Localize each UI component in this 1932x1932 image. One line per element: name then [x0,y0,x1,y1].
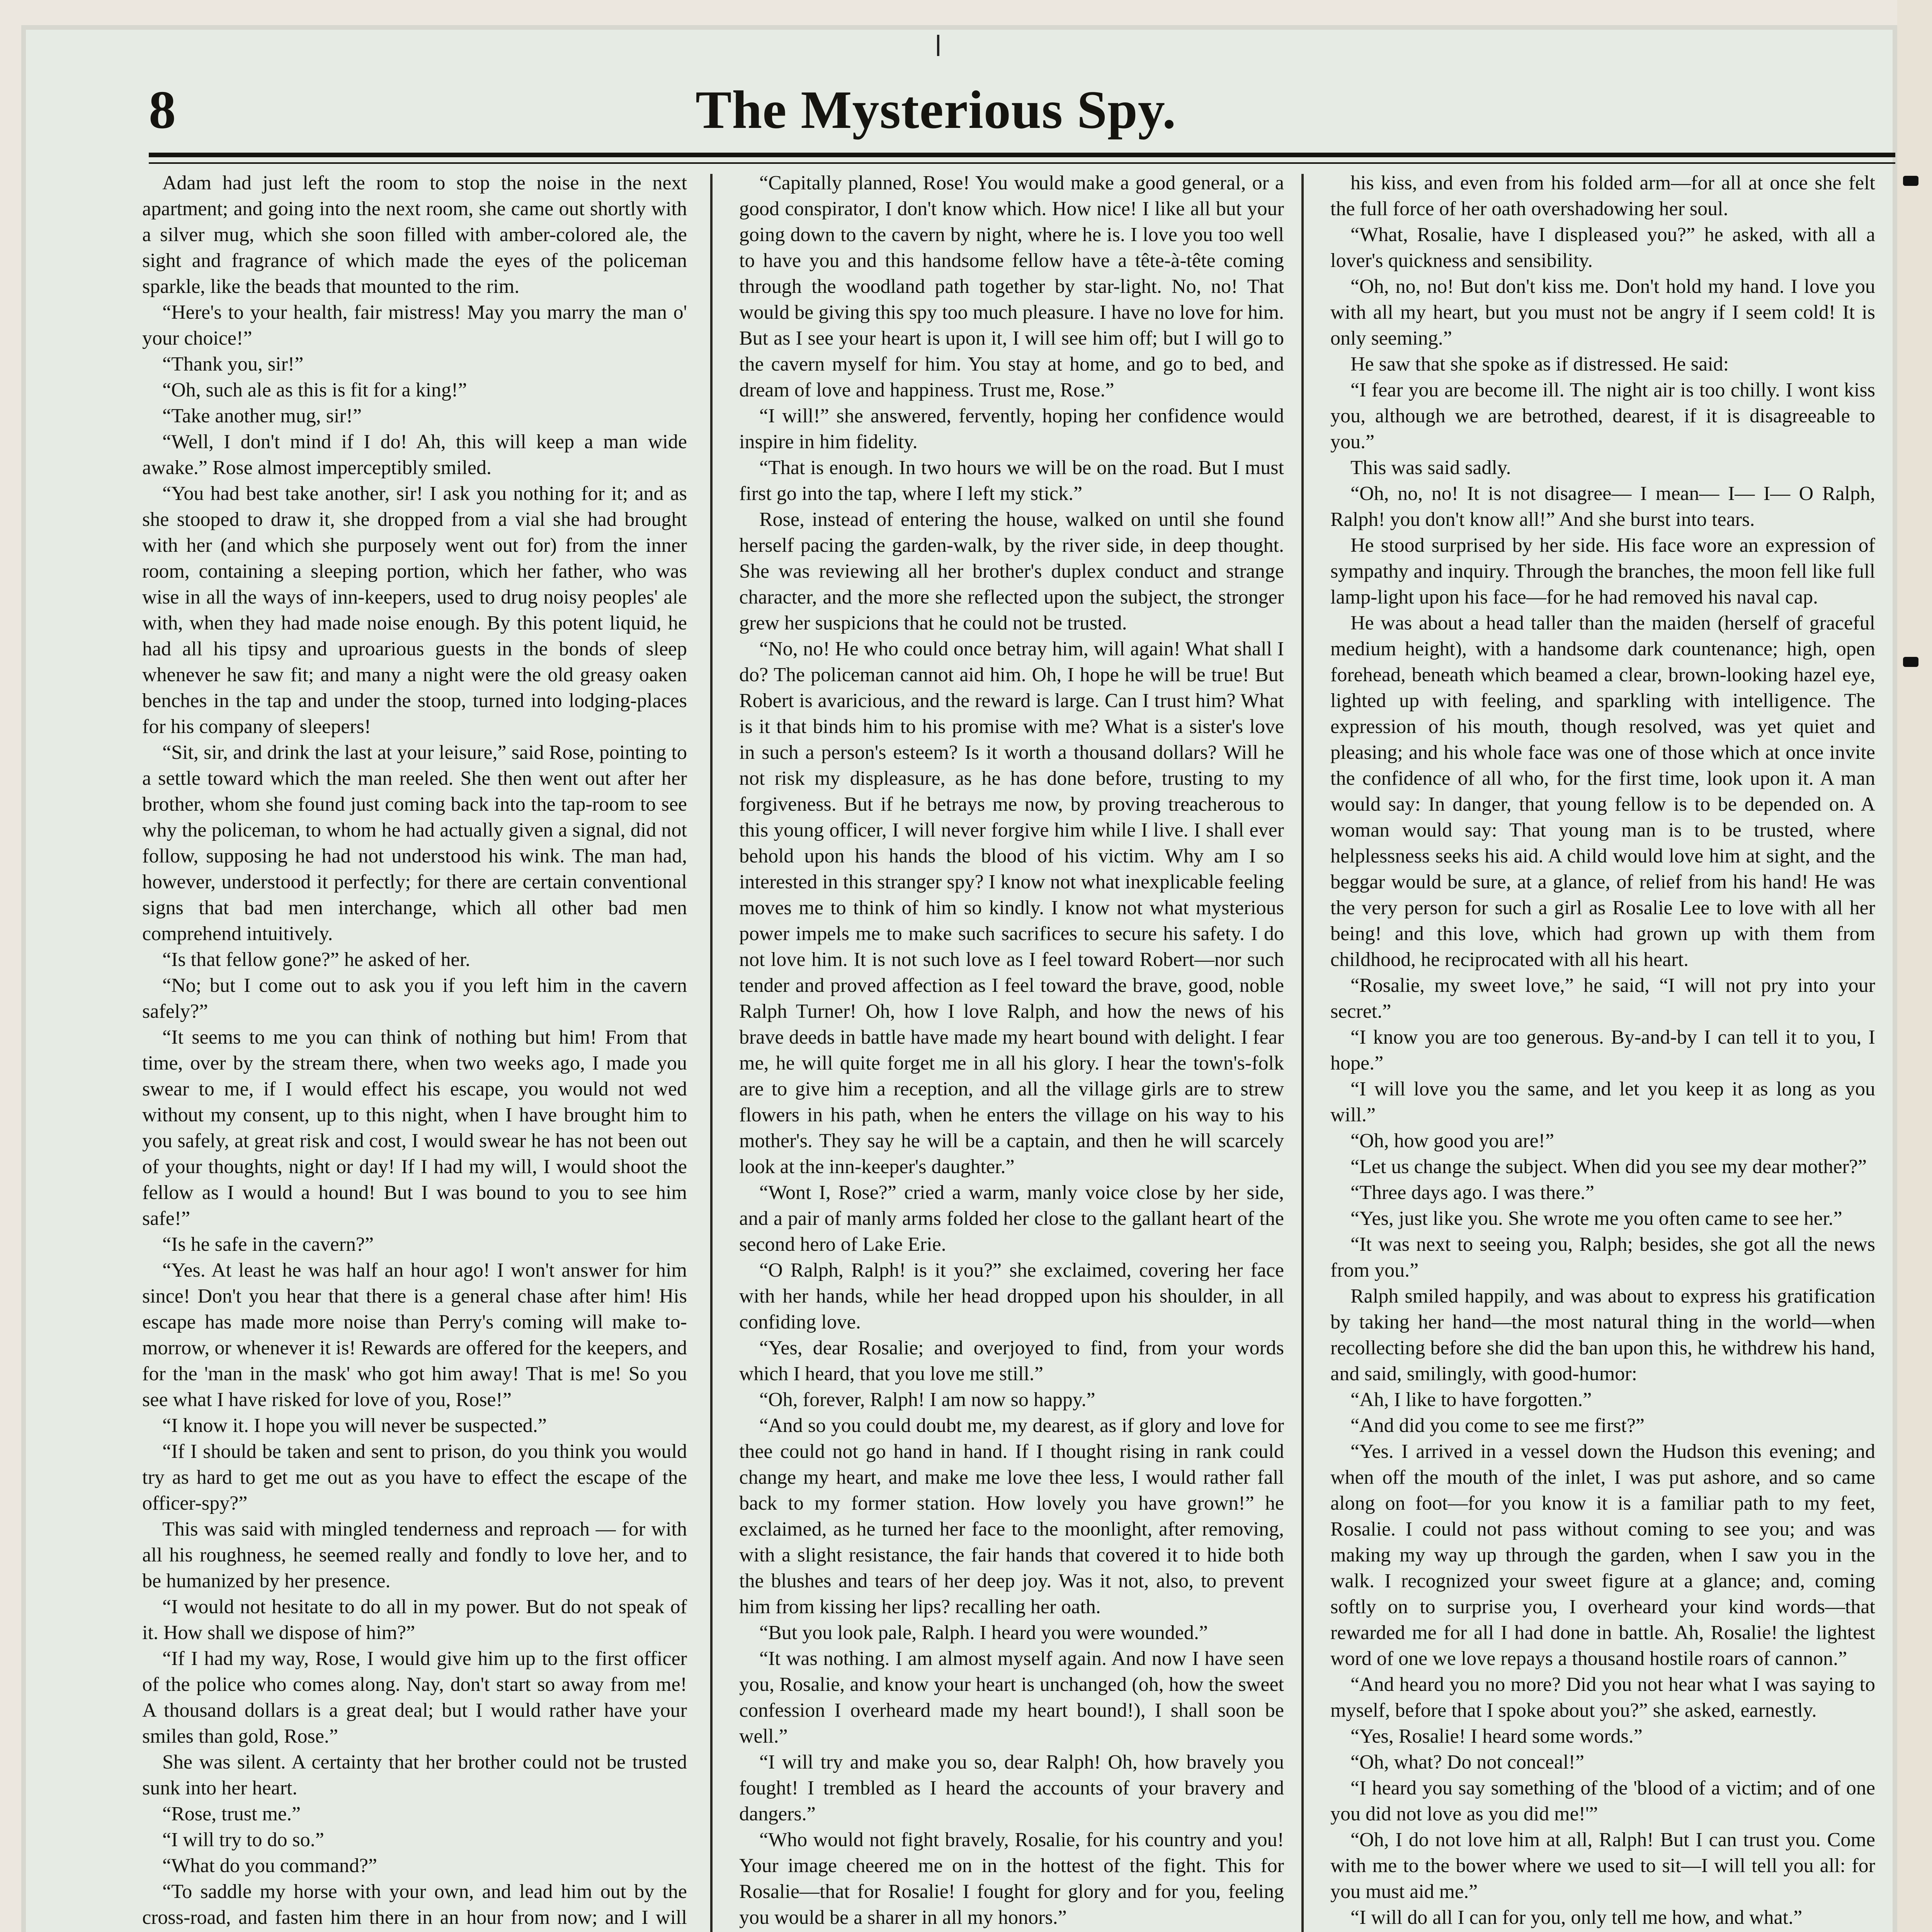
top-tick-mark [937,35,939,56]
paragraph: “Wont I, Rose?” cried a warm, manly voice close by her side, and a pair of manly arms folded her close to the gallant heart of the second hero of Lake Erie. [739,1182,1284,1255]
paragraph: “Let us change the subject. When did you see my dear mother?” [1350,1156,1867,1178]
paragraph: “I will do all I can for you, only tell me how, and what.” [1350,1906,1803,1929]
page-binding-edge [1897,0,1932,1932]
binding-mark [1903,176,1918,186]
paragraph: “I will love you the same, and let you keep it as long as you will.” [1330,1078,1875,1126]
paragraph: “Oh, forever, Ralph! I am now so happy.” [759,1389,1095,1411]
paragraph: “I would not hesitate to do all in my power. But do not speak of it. How shall we dispose of him?” [142,1596,687,1644]
text-column-1 [142,170,687,1932]
paragraph: “Sit, sir, and drink the last at your leisure,” said Rose, pointing to a settle toward which the man reeled. She then went out after her brother, whom she found just coming back into the tap-room to see why the policeman, to whom he had actually given a signal, did not follow, supposing he had not understood his wink. The man had, however, understood it perfectly; for there are certain conventional signs that bad men interchange, which all other bad men comprehend intuitively. [142,742,687,945]
text-column-3 [1330,170,1875,1932]
paragraph: “Rosalie, my sweet love,” he said, “I will not pry into your secret.” [1330,975,1875,1022]
paragraph: “Is he safe in the cavern?” [162,1233,374,1255]
header-rule-thick [149,153,1895,157]
column-divider [1301,174,1304,1932]
running-title: The Mysterious Spy. [696,80,1177,140]
paragraph: “It was nothing. I am almost myself again. And now I have seen you, Rosalie, and know your heart is unchanged (oh, how the sweet confession I overheard made my heart bound!), I shall soon be well.” [739,1648,1284,1747]
paragraph: his kiss, and even from his folded arm—for all at once she felt the full force of her oath overshadowing her soul. [1330,172,1875,220]
paragraph: She was silent. A certainty that her brother could not be trusted sunk into her heart. [142,1751,687,1799]
paragraph: “I heard you say something of the 'blood of a victim; and of one you did not love as you did me!'” [1330,1777,1875,1825]
paragraph: “Oh, how good you are!” [1350,1130,1554,1152]
paragraph [1330,1930,1875,1932]
paragraph: “O Ralph, Ralph! is it you?” she exclaimed, covering her face with her hands, while her head dropped upon his shoulder, in all confiding love. [739,1259,1284,1333]
binding-mark [1903,657,1918,667]
paragraph: “And did you come to see me first?” [1350,1415,1645,1437]
paragraph: “I will try and make you so, dear Ralph! Oh, how bravely you fought! I trembled as I heard the accounts of your bravery and dangers.” [739,1751,1284,1825]
paragraph: “To saddle my horse with your own, and lead him out by the cross-road, and fasten him there in an hour from now; and I will [142,1881,687,1929]
paragraph [739,1930,1284,1932]
paragraph: “But you look pale, Ralph. I heard you were wounded.” [759,1622,1208,1644]
paragraph: He was about a head taller than the maiden (herself of graceful medium height), with a handsome dark countenance; high, open forehead, beneath which beamed a clear, brown-looking hazel eye, lighted up with feeling, and sparkling with intelligence. The expression of his mouth, though resolved, was yet quiet and pleasing; and his whole face was one of those which at once invite the confidence of all who, for the first time, look upon it. A man would say: In danger, that young fellow is to be depended on. A woman would say: That young man is to be trusted, where helplessness seeks his aid. A child would love him at sight, and the beggar would be sure, at a glance, of relief from his hand! He was the very person for such a girl as Rosalie Lee to love with all her being! and this love, which had grown up with them from childhood, he reciprocated with all his heart. [1330,612,1875,971]
paragraph: “Oh, no, no! It is not disagree— I mean— I— I— O Ralph, Ralph! you don't know all!” And she burst into tears. [1330,483,1875,531]
paragraph: “Ah, I like to have forgotten.” [1350,1389,1592,1411]
paragraph: “Capitally planned, Rose! You would make a good general, or a good conspirator, I don't know which. How nice! I like all but your going down to the cavern by night, where he is. I love you too well to have you and this handsome fellow have a tête-à-tête coming through the woodland path together by star-light. No, no! That would be giving this spy too much pleasure. I have no love for him. But as I see your heart is upon it, I will see him off; but I will go to the cavern myself for him. You stay at home, and go to bed, and dream of love and happiness. Trust me, Rose.” [739,172,1284,401]
paragraph: “If I should be taken and sent to prison, do you think you would try as hard to get me out as you have to effect the escape of the officer-spy?” [142,1440,687,1514]
paragraph: “Here's to your health, fair mistress! May you marry the man o' your choice!” [142,301,687,349]
column-divider [710,174,713,1932]
paragraph: “Rose, trust me.” [162,1803,301,1825]
paragraph: “What do you command?” [162,1855,377,1877]
paragraph: This was said with mingled tenderness and reproach — for with all his roughness, he seemed really and fondly to love her, and to be humanized by her presence. [142,1518,687,1592]
header-rule-thin [149,162,1895,164]
paragraph: “Oh, such ale as this is fit for a king!” [162,379,467,401]
paragraph: “Thank you, sir!” [162,353,304,375]
page-number: 8 [149,80,176,140]
text-columns [142,170,1896,1932]
paragraph: “It was next to seeing you, Ralph; besides, she got all the news from you.” [1330,1233,1875,1281]
paragraph: “Yes. At least he was half an hour ago! I won't answer for him since! Don't you hear that there is a general chase after him! His escape has made more noise than Perry's coming will make to-morrow, or whenever it is! Rewards are offered for the keepers, and for the 'man in the mask' who got him away! That is me! So you see what I have risked for love of you, Rose!” [142,1259,687,1411]
paragraph: Ralph smiled happily, and was about to express his gratification by taking her hand—the most natural thing in the world—when recollecting before she did the ban upon this, he withdrew his hand, and said, smilingly, with good-humor: [1330,1285,1875,1385]
paragraph: “I will!” she answered, fervently, hoping her confidence would inspire in him fidelity. [739,405,1284,453]
paragraph: “That is enough. In two hours we will be on the road. But I must first go into the tap, where I left my stick.” [739,457,1284,505]
paragraph: “I know you are too generous. By-and-by I can tell it to you, I hope.” [1330,1026,1875,1074]
paragraph: “I know it. I hope you will never be suspected.” [162,1415,547,1437]
page-header [149,75,1888,164]
paragraph: “You had best take another, sir! I ask you nothing for it; and as she stooped to draw it, she dropped from a vial she had brought with her (and which she purposely went out for) from the inner room, containing a sleeping portion, which her father, who was wise in all the ways of inn-keepers, used to drug noisy peoples' ale with, when they had made noise enough. By this potent liquid, he had all his tipsy and uproarious guests in the bonds of sleep whenever he saw fit; and many a night were the old greasy oaken benches in the tap and under the stoop, turned into lodging-places for his company of sleepers! [142,483,687,738]
paragraph: “I fear you are become ill. The night air is too chilly. I wont kiss you, although we are betrothed, dearest, if it is disagreeable to you.” [1330,379,1875,453]
paragraph: “I will try to do so.” [162,1829,324,1851]
paragraph: “It seems to me you can think of nothing but him! From that time, over by the stream there, when two weeks ago, I made you swear to me, if I would effect his escape, you would not wed without my consent, up to this night, when I have brought him to you safely, at great risk and cost, I would swear he has not been out of your thoughts, night or day! If I had my will, I would shoot the fellow as I would a hound! But I was bound to you to see him safe!” [142,1026,687,1230]
paragraph: “If I had my way, Rose, I would give him up to the first officer of the police who comes along. Nay, don't start so away from me! A thousand dollars is a great deal; but I would rather have your smiles than gold, Rose.” [142,1648,687,1747]
paragraph: “No; but I come out to ask you if you left him in the cavern safely?” [142,975,687,1022]
paragraph: “Yes, dear Rosalie; and overjoyed to find, from your words which I heard, that you love me still.” [739,1337,1284,1385]
paragraph: “Oh, what? Do not conceal!” [1350,1751,1584,1773]
paragraph: This was said sadly. [1350,457,1511,479]
paragraph: “Yes, just like you. She wrote me you often came to see her.” [1350,1208,1842,1230]
text-column-2 [739,170,1284,1932]
paragraph: Rose, instead of entering the house, walked on until she found herself pacing the garden-walk, by the river side, in deep thought. She was reviewing all her brother's duplex conduct and strange character, and the more she reflected upon the subject, the stronger grew her suspicions that he could not be trusted. [739,509,1284,634]
paragraph: “Three days ago. I was there.” [1350,1182,1594,1204]
paragraph: “Is that fellow gone?” he asked of her. [162,949,471,971]
paragraph: “What, Rosalie, have I displeased you?” he asked, with all a lover's quickness and sensibility. [1330,224,1875,272]
paragraph: He stood surprised by her side. His face wore an expression of sympathy and inquiry. Through the branches, the moon fell like full lamp-light upon his face—for he had removed his naval cap. [1330,534,1875,608]
paragraph: “And heard you no more? Did you not hear what I was saying to myself, before that I spoke about you?” she asked, earnestly. [1330,1673,1875,1721]
paragraph: “No, no! He who could once betray him, will again! What shall I do? The policeman cannot aid him. Oh, I hope he will be true! But Robert is avaricious, and the reward is large. Can I trust him? What is it that binds him to his promise with me? What is a sister's love in such a person's esteem? Is it worth a thousand dollars? Will he not risk my displeasure, as he has done before, trusting to my forgiveness. But if he betrays me now, by proving treacherous to this young officer, I will never forgive him while I live. I shall ever behold upon his hands the blood of his victim. Why am I so interested in this stranger spy? I know not what inexplicable feeling moves me to think of him so kindly. I know not what mysterious power impels me to make such sacrifices to secure his safety. I do not love him. It is not such love as I feel toward Robert—nor such tender and proved affection as I feel toward the brave, good, noble Ralph Turner! Oh, how I love Ralph, and how the news of his brave deeds in battle have made my heart bound with delight. I fear me, he will quite forget me in all his glory. I hear the town's-folk are to give him a reception, and all the village girls are to strew flowers in his path, when he enters the village on his way to his mother's. They say he will be a captain, and then he will scarcely look at the inn-keeper's daughter.” [739,638,1284,1178]
paragraph: He saw that she spoke as if distressed. He said: [1350,353,1729,375]
paragraph: “And so you could doubt me, my dearest, as if glory and love for thee could not go hand in hand. If I thought rising in rank could change my heart, and make me love thee less, I would rather fall back to my former station. How lovely you have grown!” he exclaimed, as he turned her face to the moonlight, after removing, with a slight resistance, the fair hands that covered it to hide both the blushes and tears of her deep joy. Was it not, also, to prevent him from kissing her lips? recalling her oath. [739,1415,1284,1618]
paragraph: “Who would not fight bravely, Rosalie, for his country and you! Your image cheered me on in the hottest of the fight. This for Rosalie—that for Rosalie! I fought for glory and for you, feeling you would be a sharer in all my honors.” [739,1829,1284,1929]
paragraph: “Yes, Rosalie! I heard some words.” [1350,1725,1643,1747]
paragraph: “Yes. I arrived in a vessel down the Hudson this evening; and when off the mouth of the inlet, I was put ashore, and so came along on foot—for you know it is a familiar path to my feet, Rosalie. I could not pass without coming to see you; and was making my way up through the garden, when I saw you in the walk. I recognized your sweet figure at a glance; and, coming softly on to surprise you, I overheard your kind words—that rewarded me for all I had done in battle. Ah, Rosalie! the lightest word of one we love repays a thousand hostile roars of cannon.” [1330,1440,1875,1670]
paragraph: “Take another mug, sir!” [162,405,362,427]
paragraph: “Oh, no, no! But don't kiss me. Don't hold my hand. I love you with all my heart, but you must not be angry if I seem cold! It is only seeming.” [1330,276,1875,349]
paragraph: “Oh, I do not love him at all, Ralph! But I can trust you. Come with me to the bower where we used to sit—I will tell you all: for you must aid me.” [1330,1829,1875,1903]
paragraph: Adam had just left the room to stop the noise in the next apartment; and going into the next room, she came out shortly with a silver mug, which she soon filled with amber-colored ale, the sight and fragrance of which made the eyes of the policeman sparkle, like the beads that mounted to the rim. [142,172,687,298]
paragraph: “Well, I don't mind if I do! Ah, this will keep a man wide awake.” Rose almost imperceptibly smiled. [142,431,687,479]
